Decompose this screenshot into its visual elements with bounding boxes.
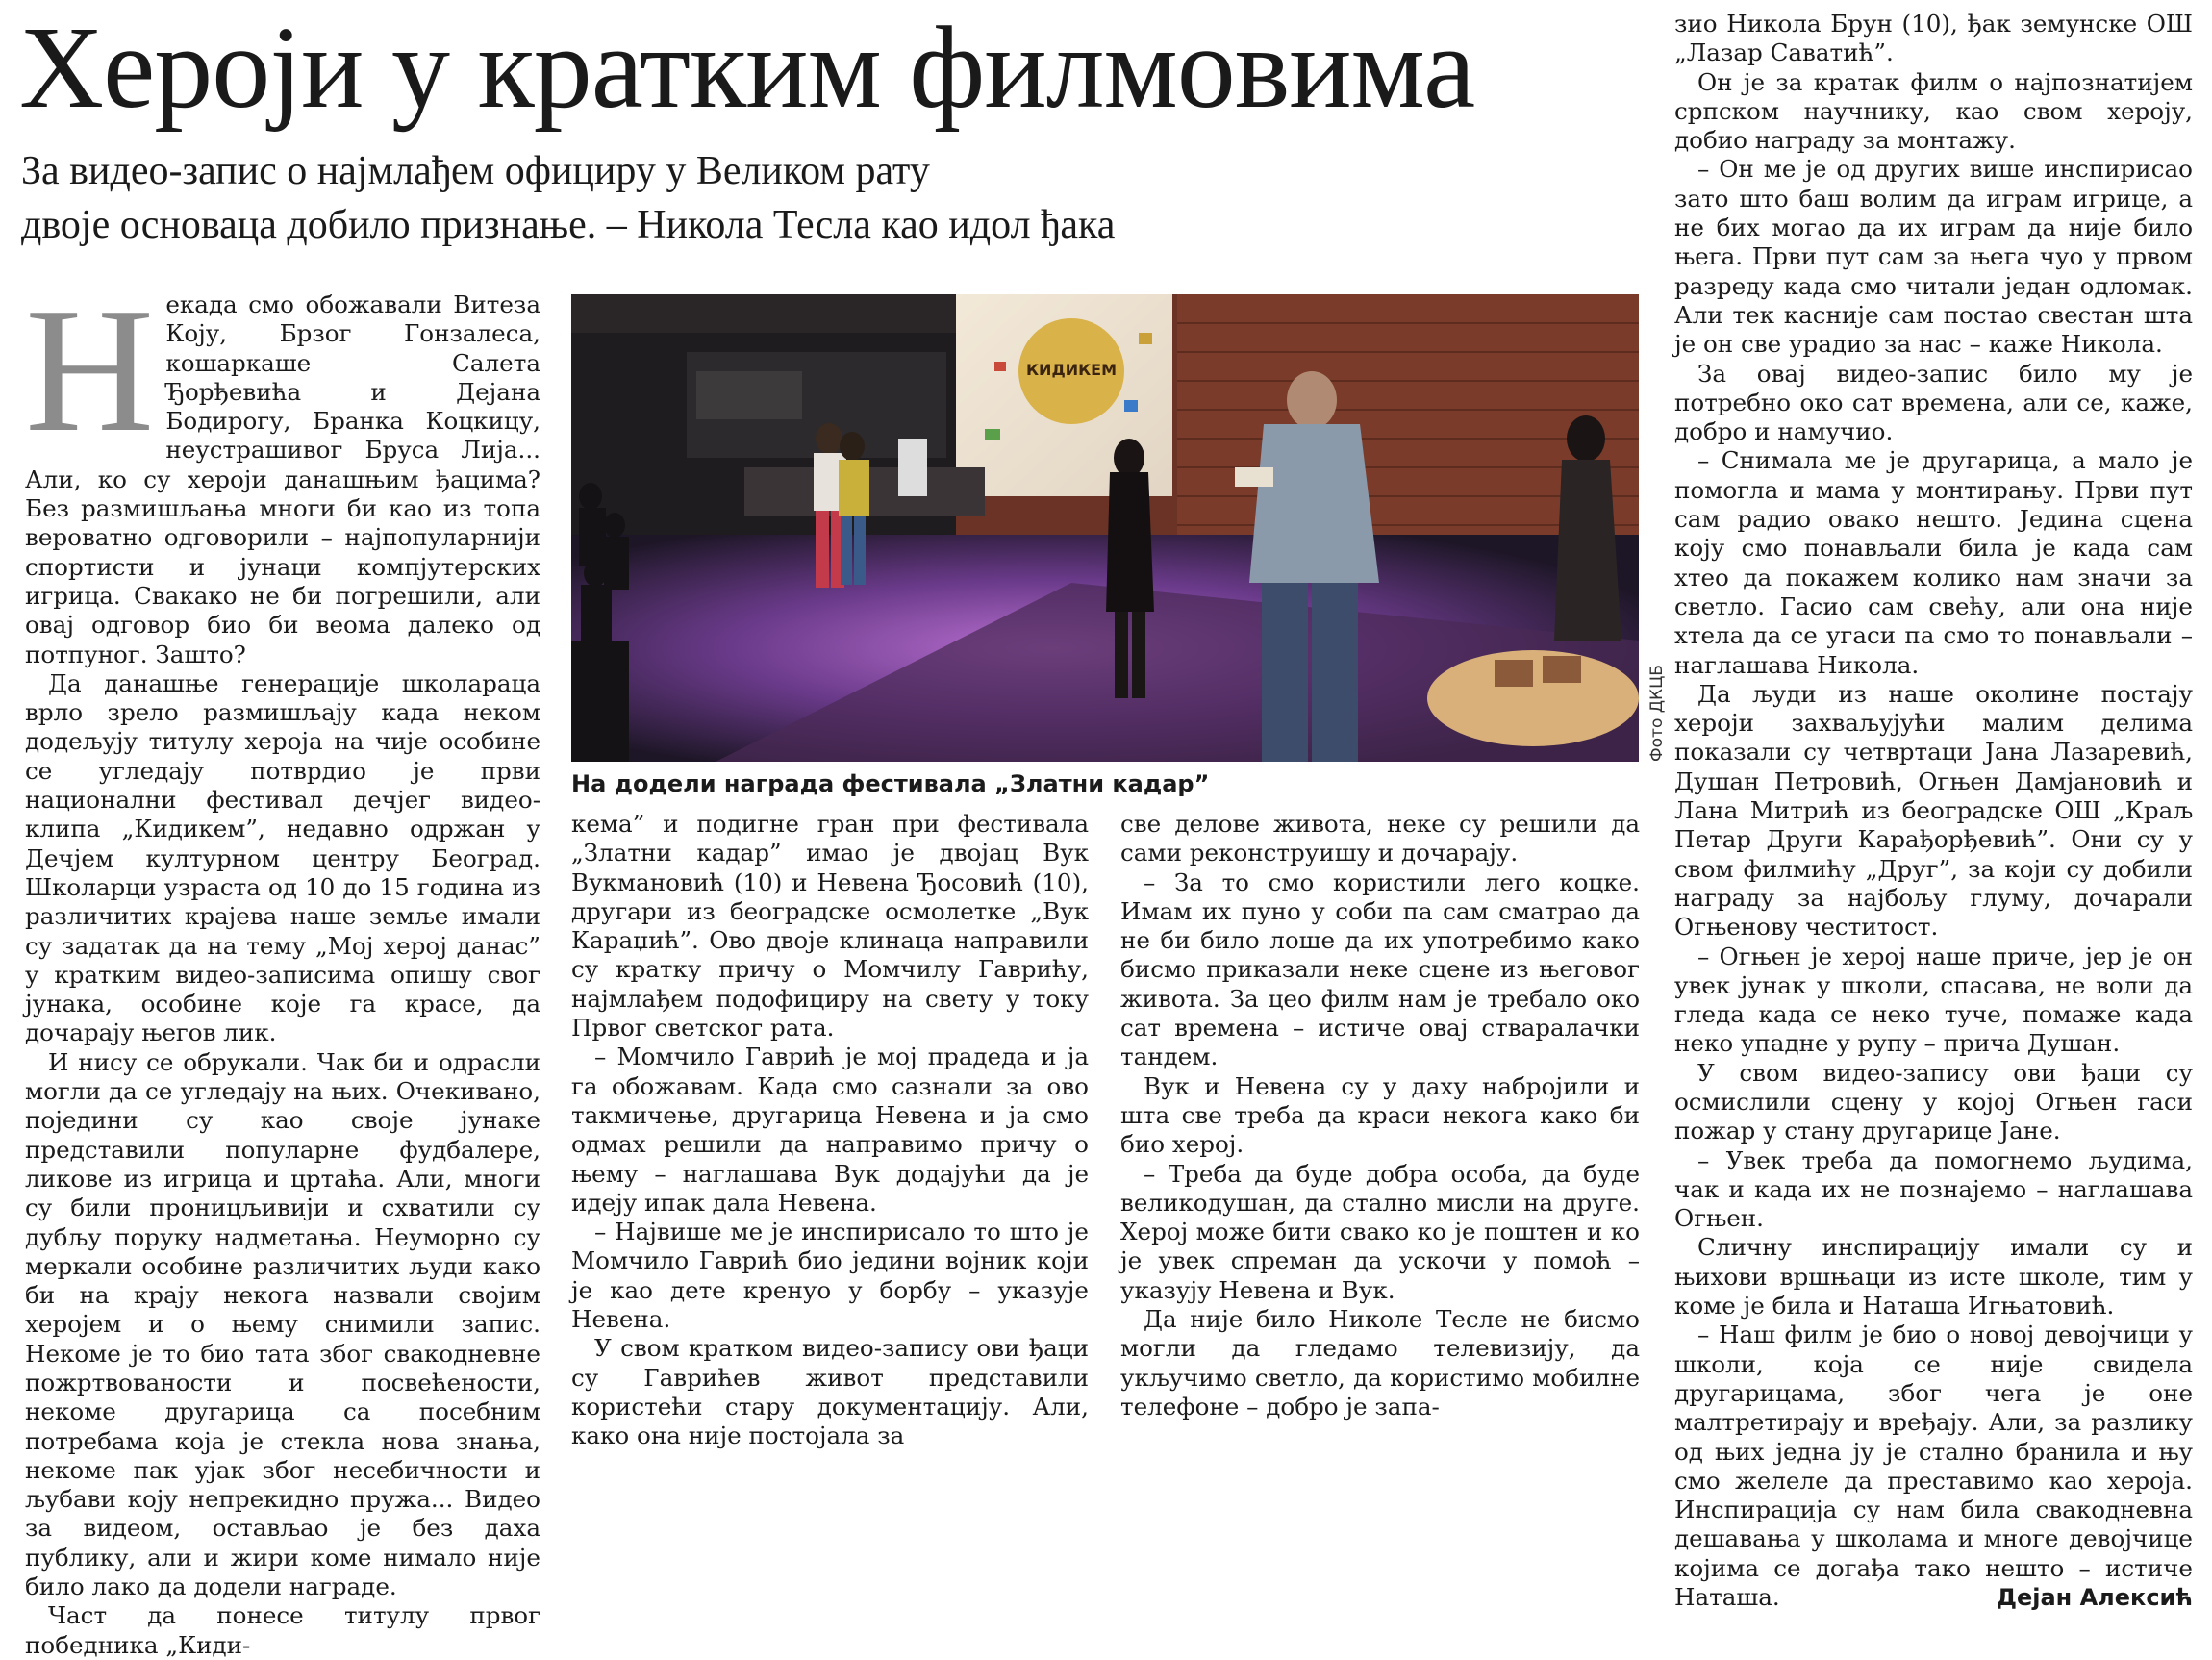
paragraph: – Огњен је херој наше приче, јер је он увек јунак у школи, спасава, не воли да гледа када се неко туче, помаже када неко упадне у рупу – прича Душан. — [1674, 942, 2193, 1058]
paragraph: – Момчило Гаврић је мој прадеда и ја га обожавам. Када смо сазнали за ово такмичење, другарица Невена и ја смо одмах решили да направимо причу о њему – наглашава Вук додајући да је идеју ипак дала Невена. — [571, 1043, 1089, 1217]
paragraph — [1674, 1320, 2193, 1612]
paragraph: Да данашње генерације школараца врло зрело размишљају када неком додељују титулу хероја на чије особине се угледају потврдио је први национални фестивал дечјег видео-клипа „Кидикем”, недавно одржан у Дечјем културном центру Београд. Школарци узраста од 10 до 15 година из различитих крајева наше земље имали су задатак да на тему „Мој херој данас” у кратким видео-записима опишу свог јунака, особине које га красе, да дочарају његов лик. — [25, 668, 540, 1047]
children-hugging — [814, 423, 869, 588]
paragraph: – Он ме је од других више инспирисао зато што баш волим да играм игрице, а не бих могао да их играм да није било њега. Први пут сам за њега чуо у првом разреду када смо читали један одломак. Али тек касније сам постао свестан шта је он све урадио за нас – каже Никола. — [1674, 155, 2193, 359]
paragraph: кема” и подигне гран при фестивала „Златни кадар” имао је двојац Вук Вукмановић (10) и Невена Ђосовић (10), другари из београдске осмолетке „Вук Караџић”. Ово двоје клинаца направили су кратку причу о Момчилу Гаврићу, најмлађем подофициру на свету у току Првог светског рата. — [571, 810, 1089, 1043]
paragraph: Да није било Николе Тесле не бисмо могли да гледамо телевизију, да укључимо светло, да користимо мобилне телефоне – добро је запа- — [1120, 1305, 1640, 1421]
article-column-1 — [25, 271, 540, 1660]
paragraph: – Увек треба да помогнемо људима, чак и када их не познајемо – наглашава Огњен. — [1674, 1145, 2193, 1233]
paragraph: Да људи из наше околине постају хероји захваљујући малим делима показали су четвртаци Јана Лазаревић, Душан Петровић, Огњен Дамјановић и Лана Митрић из београдске ОШ „Краљ Петар Други Карађорђевић”. Они су у свом филмићу „Друг”, за који су добили награду за најбољу глуму, дочарали Огњенову честитост. — [1674, 679, 2193, 942]
paragraph: зио Никола Брун (10), ђак земунске ОШ „Лазар Саватић”. — [1674, 10, 2193, 67]
article-headline: Хероји у кратким филмовима — [19, 3, 1475, 133]
paragraph: Вук и Невена су у даху набројили и шта све треба да краси некога како би био херој. — [1120, 1071, 1640, 1159]
article-column-4 — [1674, 10, 2193, 1612]
paragraph: Он је за кратак филм о најпознатијем српском научнику, као свом хероју, добио награду за монтажу. — [1674, 67, 2193, 155]
paragraph-text: – Наш филм је био о новој девојчици у школи, која се није свидела другарицама, због чега је оне малтретирају и вређају. Али, за разлику од њих једна ју је стално бранила и њу смо желеле да преставимо као хероја. Инспирација су нам била свакодневна дешавања у школама и многе девојчице којима се догађа тако нешто – истиче Наташа. — [1674, 1320, 2193, 1612]
paragraph: У свом видео-запису ови ђаци су осмислили сцену у којој Огњен гаси пожар у стану другарице Јане. — [1674, 1058, 2193, 1145]
paragraph: У свом кратком видео-запису ови ђаци су Гаврићев живот представили користећи стару документацију. Али, како она није постојала за — [571, 1334, 1089, 1450]
paragraph: – Снимала ме је другарица, а мало је помогла и мама у монтирању. Први пут сам радио овако нешто. Једина сцена коју смо понављали била је када сам хтео да покажем колико нам значи за светло. Гасио сам свећу, али она није хтела да се угаси па смо то понављали – наглашава Никола. — [1674, 446, 2193, 679]
photo-credit — [1646, 577, 1669, 762]
screen-logo-text: КИДИКЕМ — [1025, 361, 1118, 379]
article-column-3 — [1120, 810, 1640, 1421]
photo-caption: На додели награда фестивала „Златни кадар” — [571, 770, 1210, 797]
paragraph: – За то смо користили лего коцке. Имам их пуно у соби па сам сматрао да не би било лоше да их употребимо како бисмо приказали неке сцене из његовог живота. За цео филм нам је требало око сат времена – истиче овај стваралачки тандем. — [1120, 868, 1640, 1071]
subtitle-line-1: За видео-запис о најмлађем официру у Великом рату — [21, 149, 930, 193]
paragraph: – Највише ме је инспирисало то што је Момчило Гаврић био једини војник који је као дете кренуо у борбу – указује Невена. — [571, 1218, 1089, 1334]
paragraph — [25, 271, 540, 669]
paragraph: И нису се обрукали. Чак би и одрасли могли да се угледају на њих. Очекивано, поједини су као своје јунаке представили популарне фудбалере, ликове из игрица и цртаћа. Али, многи су били проницљивији и схватили су дубљу поруку надметања. Неуморно су меркали особине различитих људи како би на крају некога назвали својим херојем и о њему снимили запис. Некоме је то био тата због свакодневне пожртвованости и посвећености, некоме другарица са посебним потребама која је стекла нова знања, некоме пак ујак због несебичности и љубави коју непрекидно пружа... Видео за видеом, остављао је без даха публику, али и жири коме нимало није било лако да додели награде. — [25, 1047, 540, 1601]
article-column-2 — [571, 810, 1089, 1451]
paragraph: све делове живота, неке су решили да сами реконструишу и дочарају. — [1120, 810, 1640, 868]
paragraph: Част да понесе титулу првог победника „Киди- — [25, 1601, 540, 1659]
article-subtitle — [21, 144, 1637, 252]
drop-cap: Н — [25, 271, 155, 469]
subtitle-line-2: двоје основаца добило признање. – Никола Тесла као идол ђака — [21, 203, 1116, 247]
paragraph: Сличну инспирацију имали су и њихови вршњаци из исте школе, тим у коме је била и Наташа Игњатовић. — [1674, 1233, 2193, 1320]
article-author: Дејан Алексић — [1996, 1584, 2193, 1612]
article-photo — [571, 294, 1639, 762]
paragraph: – Треба да буде добра особа, да буде великодушан, да стално мисли на друге. Херој може бити свако ко је поштен и ко је увек спреман да ускочи у помоћ – указују Невена и Вук. — [1120, 1159, 1640, 1304]
paragraph-text: екада смо обожавали Витеза Коју, Брзог Гонзалеса, кошаркаше Салета Ђорђевића и Дејана Бодирогу, Бранка Коцкицу, неустрашивог Бруса Лија... Али, ко су хероји данашњим ђацима? Без размишљања многи би као из топа вероватно одговорили – најпопуларнији спортисти и јунаци компјутерских игрица. Свакако не би погрешили, али овај одговор био би веома далеко од потпуног. Зашто? — [25, 290, 540, 668]
photo-credit-text: Фото ДКЦБ — [1647, 665, 1667, 762]
paragraph: За овај видео-запис било му је потребно око сат времена, али се, каже, добро и намучио. — [1674, 359, 2193, 446]
award-ceremony-photo — [571, 294, 1639, 762]
